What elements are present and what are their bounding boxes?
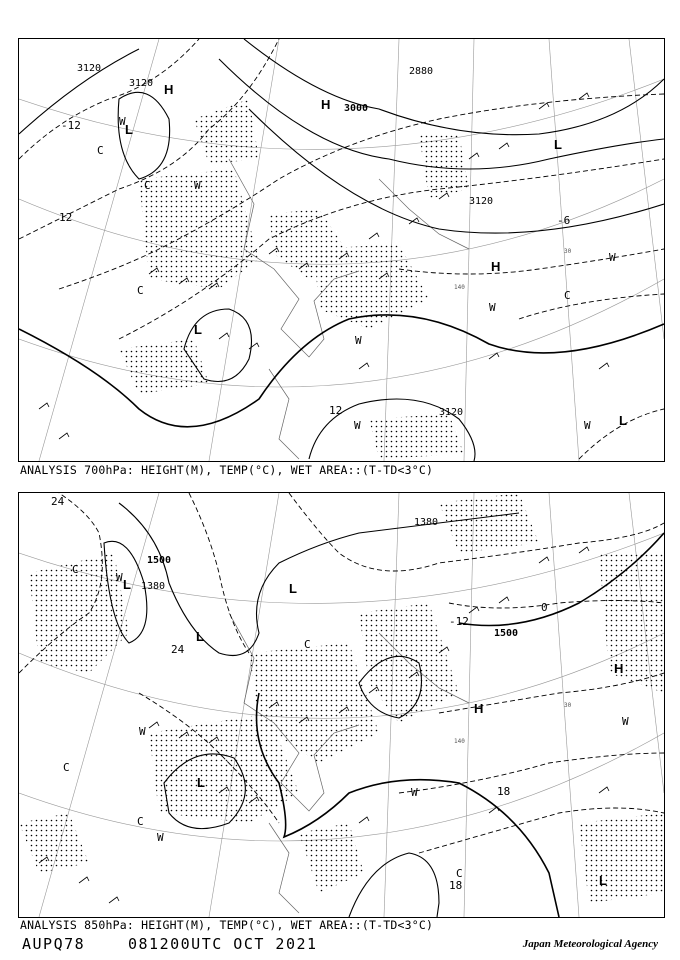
height-label: 1500 xyxy=(494,628,519,639)
latitude-label: 30 xyxy=(564,702,572,709)
longitude-label: 140 xyxy=(454,284,465,291)
map-panel-700hpa xyxy=(18,38,665,462)
wet-areas xyxy=(119,99,469,459)
height-label: 3120 xyxy=(129,78,154,89)
temp-label: 12 xyxy=(59,211,73,224)
high-center-label: H xyxy=(614,661,624,676)
map-panel-850hpa xyxy=(18,492,665,918)
high-center-label: H xyxy=(321,97,331,112)
low-center-label: L xyxy=(123,577,131,592)
warm-center-label: W xyxy=(609,251,616,264)
height-label: 3120 xyxy=(77,63,102,74)
temp-label: 24 xyxy=(171,643,185,656)
cold-center-label: C xyxy=(137,815,144,828)
temp-label: 18 xyxy=(497,785,511,798)
high-center-label: H xyxy=(474,701,484,716)
cold-center-label: C xyxy=(137,284,144,297)
latitude-label: 30 xyxy=(564,248,572,255)
low-center-label: L xyxy=(619,413,627,428)
cold-center-label: C xyxy=(72,563,79,576)
warm-center-label: W xyxy=(119,115,126,128)
temp-label: 12 xyxy=(329,404,343,417)
cold-center-label: C xyxy=(564,289,571,302)
high-center-label: H xyxy=(491,259,501,274)
graticule-labels xyxy=(454,248,572,291)
cold-center-label: C xyxy=(97,144,104,157)
height-label: 3000 xyxy=(344,103,369,114)
height-contours xyxy=(104,503,664,917)
cold-center-label: C xyxy=(63,761,70,774)
warm-center-label: W xyxy=(139,725,146,738)
low-center-label: L xyxy=(197,775,205,790)
height-label: 1380 xyxy=(141,581,166,592)
warm-center-label: W xyxy=(354,419,361,432)
temp-label: -12 xyxy=(61,119,81,132)
caption-700hpa: ANALYSIS 700hPa: HEIGHT(M), TEMP(°C), WET AREA::(T-TD<3°C) xyxy=(20,463,434,477)
map-700hpa-svg xyxy=(19,39,664,461)
cold-center-label: C xyxy=(144,179,151,192)
low-center-label: L xyxy=(125,122,133,137)
temp-label: -12 xyxy=(449,615,469,628)
temp-label: 24 xyxy=(51,495,65,508)
low-center-label: L xyxy=(289,581,297,596)
warm-center-label: W xyxy=(116,571,123,584)
warm-center-label: W xyxy=(194,179,201,192)
analysis-datetime: 081200UTC OCT 2021 xyxy=(128,935,318,953)
low-center-label: L xyxy=(554,137,562,152)
low-center-label: L xyxy=(194,322,202,337)
longitude-label: 140 xyxy=(454,738,465,745)
map-850hpa-svg xyxy=(19,493,664,917)
warm-center-label: W xyxy=(489,301,496,314)
height-label: 3120 xyxy=(469,196,494,207)
height-label: 2880 xyxy=(409,66,434,77)
warm-center-label: W xyxy=(355,334,362,347)
low-center-label: L xyxy=(599,873,607,888)
graticule-labels xyxy=(454,702,572,745)
agency-name: Japan Meteorological Agency xyxy=(522,938,658,950)
height-label: 3120 xyxy=(439,407,464,418)
warm-center-label: W xyxy=(157,831,164,844)
height-label: 1380 xyxy=(414,517,439,528)
caption-850hpa: ANALYSIS 850hPa: HEIGHT(M), TEMP(°C), WET AREA::(T-TD<3°C) xyxy=(20,918,434,932)
high-center-label: H xyxy=(164,82,174,97)
temp-label: -6 xyxy=(557,214,571,227)
warm-center-label: W xyxy=(622,715,629,728)
cold-center-label: C xyxy=(304,638,311,651)
cold-center-label: C xyxy=(456,867,463,880)
height-label: 1500 xyxy=(147,555,172,566)
warm-center-label: W xyxy=(584,419,591,432)
temp-label: 0 xyxy=(541,601,548,614)
product-id: AUPQ78 xyxy=(22,935,86,953)
low-center-label: L xyxy=(196,629,204,644)
warm-center-label: W xyxy=(411,786,418,799)
temp-label: 18 xyxy=(449,879,463,892)
